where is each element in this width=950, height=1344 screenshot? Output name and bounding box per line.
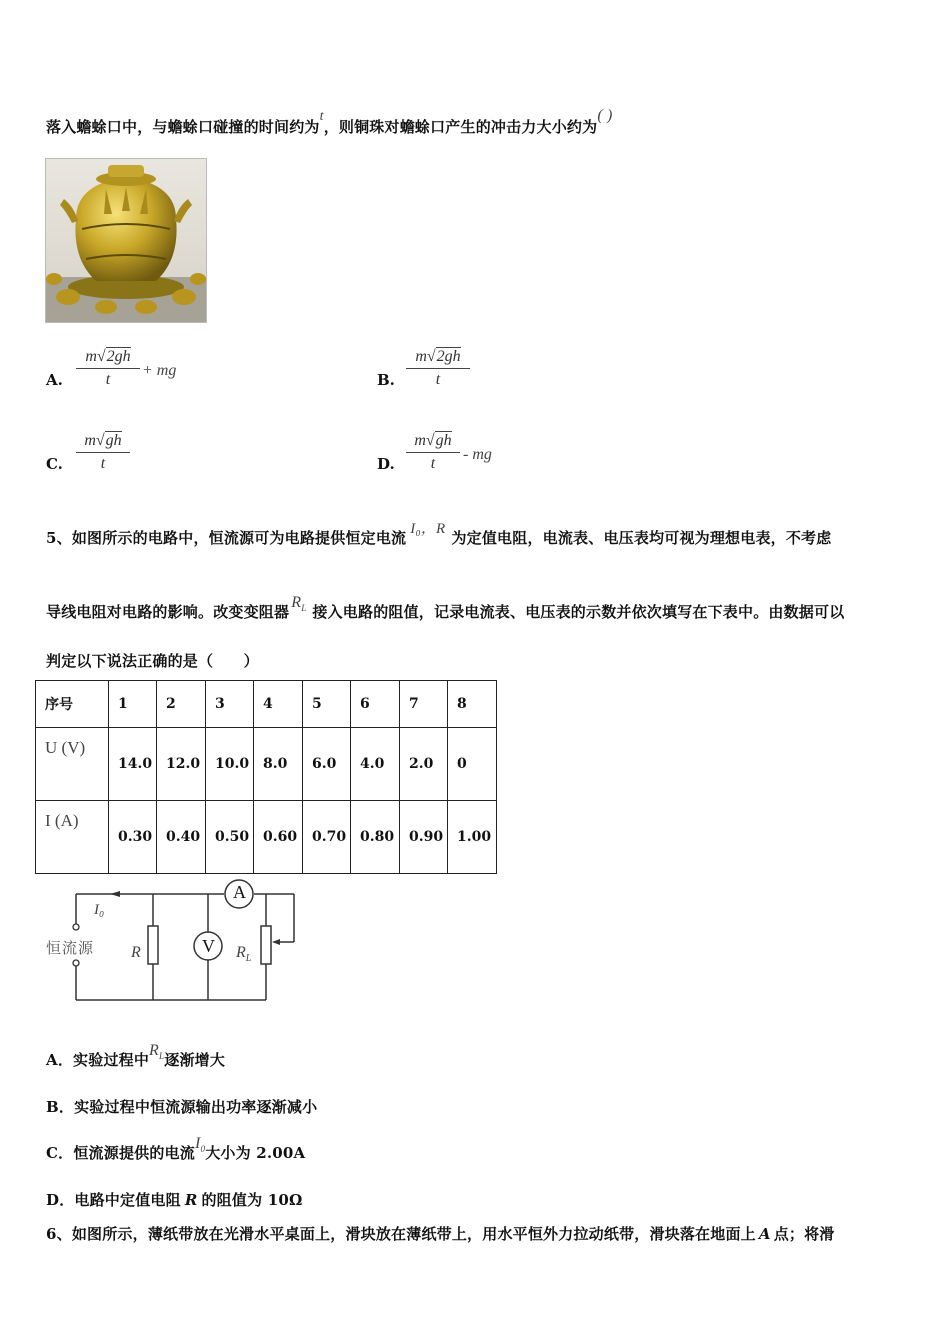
- q4-stem-part1: 落入蟾蜍口中，与蟾蜍口碰撞的时间约为: [46, 118, 320, 136]
- q5-line2-part-a: 导线电阻对电路的影响。改变变阻器: [46, 603, 290, 621]
- rheostat-label-sub: L: [245, 953, 252, 965]
- q4-option-d-fraction: [406, 430, 460, 475]
- q4-option-c-fraction: [76, 430, 130, 475]
- table-header-cell: 1: [109, 681, 157, 728]
- table-row-current: [36, 801, 497, 874]
- q6-stem-line1: [46, 1223, 835, 1244]
- ammeter-label: A: [233, 882, 246, 902]
- table-cell: 0.50: [206, 801, 254, 874]
- q5-line2-var-r: R: [291, 594, 302, 611]
- q5-option-a-var-r: R: [149, 1042, 160, 1059]
- q4-option-b-m: m: [415, 348, 427, 365]
- table-row-label: U (V): [36, 728, 109, 801]
- q5-option-a-var: [149, 1042, 165, 1062]
- q4-option-d-radicand: gh: [435, 432, 452, 449]
- table-cell: 0.60: [254, 801, 303, 874]
- current-label: I₀: [94, 902, 105, 918]
- q5-option-d-var: R: [184, 1191, 198, 1209]
- table-row-label: I (A): [36, 801, 109, 874]
- q5-line1-part-a: 5、如图所示的电路中，恒流源可为电路提供恒定电流: [46, 529, 407, 547]
- q6-line1-var: A: [758, 1225, 771, 1243]
- table-cell: 12.0: [157, 728, 206, 801]
- table-cell: 10.0: [206, 728, 254, 801]
- q4-option-a-denominator: t: [105, 371, 111, 388]
- q4-option-d-denominator: t: [430, 455, 436, 472]
- source-terminal-bottom: [73, 960, 79, 966]
- q4-stem-var-t: t: [319, 109, 324, 124]
- q4-stem-paren: ( ): [597, 107, 613, 124]
- q5-line1-part-b: 为定值电阻，电流表、电压表均可视为理想电表，不考虑: [451, 529, 832, 547]
- q4-option-c-numerator: m√gh: [76, 430, 130, 453]
- table-header-cell: 4: [254, 681, 303, 728]
- q5-option-a[interactable]: [46, 1042, 226, 1071]
- table-header-cell: 5: [303, 681, 351, 728]
- table-header-row: [36, 681, 497, 728]
- q4-option-d-suffix: - mg: [463, 446, 492, 463]
- q4-option-b-numerator: m√2gh: [406, 346, 470, 369]
- table-cell: 2.0: [400, 728, 448, 801]
- voltmeter-label: V: [202, 936, 215, 956]
- q4-option-a-label[interactable]: A.: [46, 371, 63, 389]
- table-cell: 0.90: [400, 801, 448, 874]
- q4-option-b-fraction: [406, 346, 470, 391]
- source-terminal-top: [73, 924, 79, 930]
- q4-option-b-denominator: t: [435, 371, 441, 388]
- table-cell: 0.70: [303, 801, 351, 874]
- q4-stem-part2: ，则铜珠对蟾蜍口产生的冲击力大小约为: [323, 118, 598, 136]
- table-cell: 4.0: [351, 728, 400, 801]
- q4-stem: [46, 107, 613, 137]
- table-header-cell: 6: [351, 681, 400, 728]
- q4-option-b-radicand: 2gh: [436, 348, 461, 365]
- q5-stem-line3: 判定以下说法正确的是（ ）: [46, 652, 259, 670]
- q5-option-b[interactable]: B．实验过程中恒流源输出功率逐渐减小: [46, 1098, 318, 1116]
- q5-option-d[interactable]: [46, 1189, 303, 1210]
- table-header-cell: 8: [448, 681, 497, 728]
- table-header-cell: 2: [157, 681, 206, 728]
- q5-option-c-var-i: I: [194, 1135, 201, 1152]
- table-cell: 0.80: [351, 801, 400, 874]
- seismograph-image: [45, 158, 207, 323]
- q5-option-a-post: 逐渐增大: [164, 1051, 226, 1069]
- table-cell: 0.30: [109, 801, 157, 874]
- table-cell: 6.0: [303, 728, 351, 801]
- table-row-voltage: [36, 728, 497, 801]
- q6-line1-post: 点；将滑: [773, 1225, 835, 1243]
- q4-option-c-radicand: gh: [105, 432, 122, 449]
- q4-option-d-label[interactable]: D.: [377, 455, 395, 473]
- seismograph-illustration: [46, 159, 206, 322]
- q4-option-a-radicand: 2gh: [106, 348, 131, 365]
- q5-line2-var-sub: L: [301, 603, 307, 614]
- current-arrow-icon: [110, 891, 120, 897]
- rheostat-label: [236, 944, 251, 964]
- resistor-label: R: [131, 944, 141, 961]
- q5-stem-line1: [46, 521, 832, 548]
- q5-line1-var: I₀，R: [410, 521, 446, 537]
- table-cell: 14.0: [109, 728, 157, 801]
- q5-data-table: [35, 680, 497, 874]
- q5-option-d-pre: D．电路中定值电阻: [46, 1191, 181, 1209]
- q5-option-c-pre: C．恒流源提供的电流: [46, 1144, 195, 1162]
- q5-stem-line2: [46, 594, 845, 623]
- q4-option-d-numerator: m√gh: [406, 430, 460, 453]
- q4-option-c-label[interactable]: C.: [46, 455, 63, 473]
- q4-option-c-m: m: [84, 432, 96, 449]
- table-cell: 1.00: [448, 801, 497, 874]
- q5-option-d-post: 的阻值为 10Ω: [201, 1191, 303, 1209]
- q4-option-a-suffix: + mg: [142, 362, 177, 379]
- q5-line2-var: [289, 594, 307, 614]
- q4-option-c-denominator: t: [100, 455, 106, 472]
- q5-option-c-var-sub: 0: [200, 1144, 206, 1155]
- rheostat-label-r: R: [236, 944, 246, 961]
- table-cell: 8.0: [254, 728, 303, 801]
- q4-option-d-m: m: [414, 432, 426, 449]
- q4-option-a-numerator: m√2gh: [76, 346, 140, 369]
- q6-line1-text: 6、如图所示，薄纸带放在光滑水平桌面上，滑块放在薄纸带上，用水平恒外力拉动纸带，滑块落在地面上: [46, 1225, 756, 1243]
- source-label: 恒流源: [46, 939, 95, 957]
- slider-arrow-icon: [272, 939, 280, 945]
- q5-option-a-pre: A．实验过程中: [46, 1051, 150, 1069]
- q5-option-a-var-sub: L: [159, 1051, 165, 1062]
- q5-option-c[interactable]: [46, 1135, 306, 1164]
- q4-option-a-m: m: [85, 348, 97, 365]
- table-header-cell: 3: [206, 681, 254, 728]
- q5-line2-part-b: 接入电路的阻值，记录电流表、电压表的示数并依次填写在下表中。由数据可以: [312, 603, 845, 621]
- q5-option-c-var: [194, 1135, 206, 1155]
- q4-option-b-label[interactable]: B.: [377, 371, 395, 389]
- q5-option-c-post: 大小为 2.00A: [205, 1144, 306, 1162]
- table-header-cell: 序号: [36, 681, 109, 728]
- table-header-cell: 7: [400, 681, 448, 728]
- q4-option-a-fraction: [76, 346, 140, 391]
- table-cell: 0.40: [157, 801, 206, 874]
- table-cell: 0: [448, 728, 497, 801]
